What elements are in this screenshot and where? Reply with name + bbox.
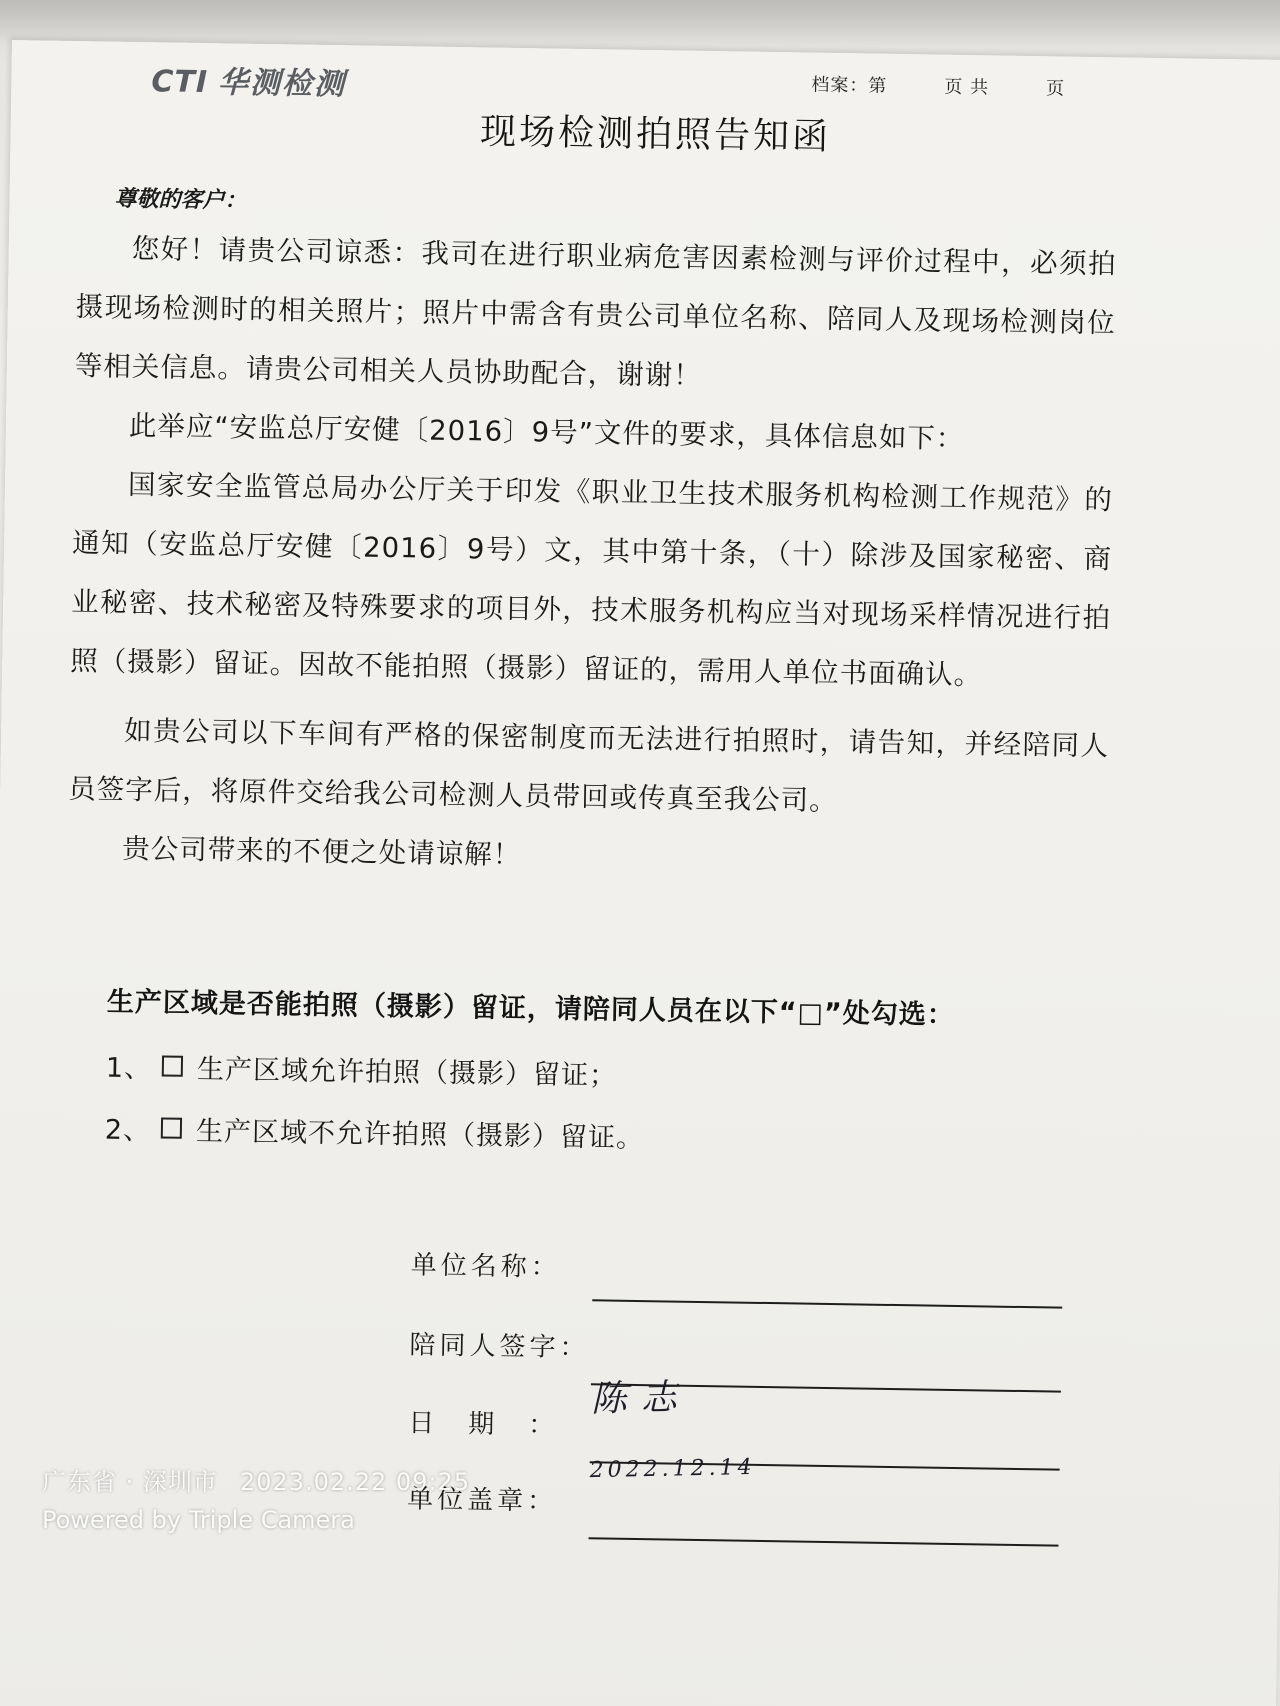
document-body (67, 219, 1117, 894)
unit-name-label: 单位名称： (410, 1250, 562, 1283)
option-label: 生产区域不允许拍照（摄影）留证。 (195, 1116, 645, 1155)
paper-sheet (0, 40, 1280, 1706)
deny-photo-checkbox[interactable] (161, 1117, 182, 1138)
paragraph: 此举应“安监总厅安健〔2016〕9号”文件的要求，具体信息如下： (128, 409, 965, 456)
option-allow-photo (106, 1046, 618, 1093)
photo-permission-instruction: 生产区域是否能拍照（摄影）留证，请陪同人员在以下“□”处勾选： (106, 986, 956, 1031)
watermark-location: 广东省 · 深圳市 (42, 1468, 218, 1496)
unit-stamp-label: 单位盖章： (406, 1484, 558, 1517)
paragraph: 贵公司带来的不便之处请谅解！ (122, 832, 522, 872)
greeting: 尊敬的客户： (114, 186, 247, 214)
paragraph: 您好！请贵公司谅悉：我司在进行职业病危害因素检测与评价过程中，必须拍摄现场检测时的相关照片；照片中需含有贵公司单位名称、陪同人及现场检测岗位等相关信息。请贵公司相关人员协助配合，谢谢！ (74, 232, 1117, 392)
logo-latin: CTI (151, 64, 209, 101)
cti-logo (151, 56, 346, 103)
companion-signature: 陈志 (590, 1377, 692, 1420)
paragraph: 国家安全监管总局办公厅关于印发《职业卫生技术服务机构检测工作规范》的通知（安监总厅安健〔2016〕9号）文，其中第十条，（十）除涉及国家秘密、商业秘密、技术秘密及特殊要求的项目外，技术服务机构应当对现场采样情况进行拍照（摄影）留证。因故不能拍照（摄影）留证的，需用人单位书面确认。 (70, 468, 1114, 692)
location-timestamp-watermark (42, 1462, 470, 1497)
file-page-marker: 档案：第 页 共 页 (811, 74, 1066, 100)
companion-signature-label: 陪同人签字： (409, 1330, 590, 1364)
option-number: 1、 (105, 1052, 153, 1085)
option-label: 生产区域允许拍照（摄影）留证； (196, 1054, 618, 1092)
handwritten-date: 2022.12.14 (589, 1454, 756, 1484)
date-label: 日 期 ： (408, 1408, 559, 1441)
powered-by-watermark: Powered by Triple Camera (42, 1506, 355, 1534)
unit-name-line[interactable] (592, 1299, 1062, 1308)
document-title: 现场检测拍照告知函 (479, 111, 832, 158)
photo-top-shadow (0, 0, 1280, 46)
allow-photo-checkbox[interactable] (162, 1055, 183, 1076)
unit-stamp-line[interactable] (589, 1537, 1059, 1546)
watermark-timestamp: 2023.02.22 09:25 (239, 1468, 471, 1496)
logo-chinese: 华测检测 (217, 65, 347, 103)
option-number: 2、 (104, 1114, 152, 1147)
option-deny-photo (105, 1108, 645, 1155)
paragraph: 如贵公司以下车间有严格的保密制度而无法进行拍照时，请告知，并经陪同人员签字后，将原件交给我公司检测人员带回或传真至我公司。 (67, 714, 1110, 818)
